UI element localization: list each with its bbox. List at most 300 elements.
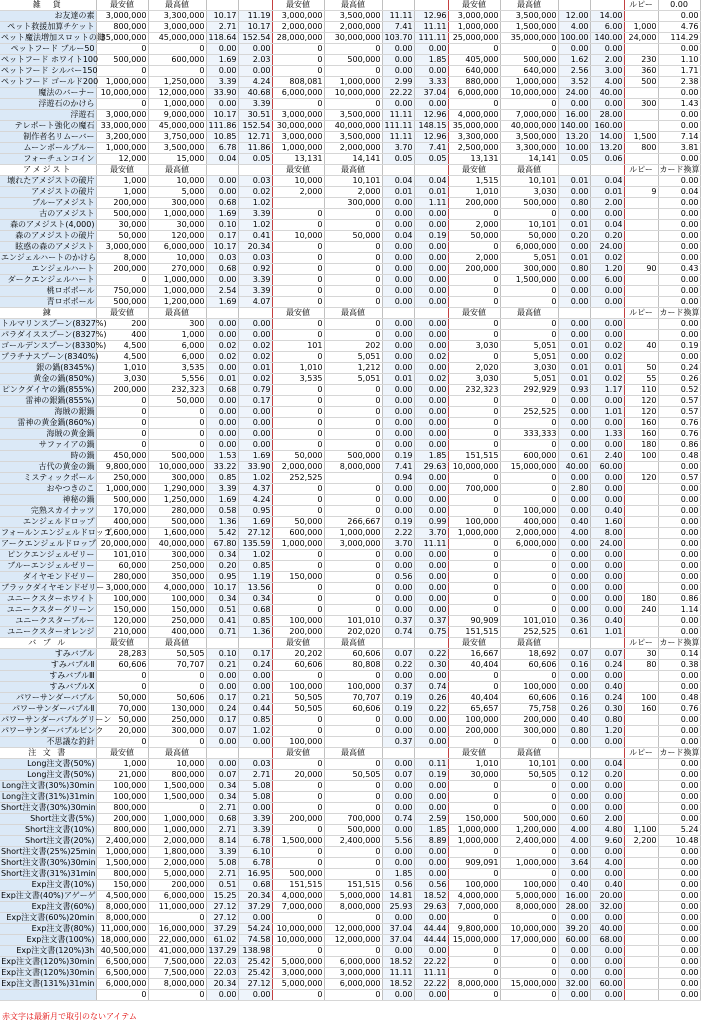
value-cell: 0 [324, 715, 382, 726]
table-row [0, 275, 700, 286]
table-row [0, 770, 700, 781]
value-cell: 111.11 [414, 33, 448, 44]
value-cell: 35,000,000 [448, 121, 500, 132]
value-cell: 0.00 [382, 396, 414, 407]
value-cell: 0.00 [590, 297, 624, 308]
value-cell: 0.00 [658, 891, 700, 902]
value-cell [624, 220, 658, 231]
value-cell: 0 [324, 396, 382, 407]
value-cell: 最安値 [448, 748, 500, 759]
value-cell: 2.56 [558, 66, 590, 77]
item-name-cell: 雑 貨 [0, 0, 96, 11]
value-cell: 3,500,000 [500, 11, 558, 22]
value-cell: 200,000 [448, 726, 500, 737]
value-cell: 0.86 [658, 594, 700, 605]
value-cell: 1.69 [238, 451, 272, 462]
value-cell: 138.98 [238, 946, 272, 957]
value-cell: 3,030 [500, 187, 558, 198]
value-cell: 2.71 [206, 803, 238, 814]
item-name-cell: Short注文書(10%) [0, 825, 96, 836]
value-cell: 0 [324, 418, 382, 429]
value-cell: 11.11 [414, 539, 448, 550]
value-cell [206, 308, 238, 319]
value-cell: 0.00 [414, 264, 448, 275]
value-cell: 0.00 [414, 484, 448, 495]
value-cell: 0.00 [206, 330, 238, 341]
item-name-cell: すみバブルⅩ [0, 682, 96, 693]
value-cell: 7,000,000 [500, 110, 558, 121]
value-cell: 0.00 [590, 473, 624, 484]
value-cell: 0 [324, 506, 382, 517]
item-name-cell: ピンクダイヤの鍋(855%) [1, 385, 95, 394]
value-cell: 100,000 [448, 715, 500, 726]
value-cell: 0 [448, 539, 500, 550]
value-cell: 1,000,000 [500, 858, 558, 869]
value-cell: 0.14 [658, 649, 700, 660]
value-cell: 1,250,000 [148, 77, 206, 88]
value-cell: 0.00 [558, 99, 590, 110]
value-cell: 50,000 [272, 517, 324, 528]
value-cell: 0.00 [658, 671, 700, 682]
value-cell: 0 [500, 319, 558, 330]
value-cell: 0.00 [558, 473, 590, 484]
value-cell: 16.00 [558, 891, 590, 902]
value-cell [238, 638, 272, 649]
value-cell: 0.17 [206, 693, 238, 704]
value-cell: カード換算 [659, 638, 700, 647]
value-cell: 22,000,000 [148, 935, 206, 946]
value-cell: 0.99 [414, 517, 448, 528]
table-row [0, 506, 700, 517]
table-row [0, 605, 700, 616]
value-cell: 0.00 [658, 616, 700, 627]
value-cell: 6,000 [148, 341, 206, 352]
value-cell: 0.00 [238, 429, 272, 440]
value-cell: 0.00 [658, 726, 700, 737]
value-cell: 0.22 [382, 660, 414, 671]
value-cell: 500,000 [96, 297, 148, 308]
value-cell: 7,500,000 [148, 957, 206, 968]
value-cell: 0 [324, 440, 382, 451]
value-cell: 13.56 [238, 583, 272, 594]
table-row [0, 143, 700, 154]
value-cell: 0.00 [382, 990, 414, 1001]
value-cell: 0 [500, 990, 558, 1001]
value-cell: 0.00 [590, 418, 624, 429]
value-cell: 0.00 [590, 572, 624, 583]
value-cell: 0 [448, 803, 500, 814]
value-cell: 0 [500, 418, 558, 429]
item-name-cell: エンジェルドロップ [0, 517, 96, 528]
value-cell: 0.24 [658, 363, 700, 374]
value-cell: 2,000,000 [500, 528, 558, 539]
value-cell: 250,000 [96, 473, 148, 484]
value-cell: 0.00 [414, 847, 448, 858]
value-cell: 0.80 [590, 715, 624, 726]
value-cell: 200,000 [96, 385, 148, 396]
value-cell: 5.08 [238, 792, 272, 803]
value-cell: 1,000,000 [448, 836, 500, 847]
value-cell: 0 [272, 418, 324, 429]
table-row [0, 561, 700, 572]
value-cell: 1.85 [382, 869, 414, 880]
value-cell: 12,000,000 [148, 88, 206, 99]
value-cell: 1,000 [96, 187, 148, 198]
item-name-cell: ダイヤモンドゼリー [0, 572, 96, 583]
table-row [0, 99, 700, 110]
value-cell: 0.56 [382, 880, 414, 891]
value-cell: 0 [448, 990, 500, 1001]
value-cell: 0.00 [382, 242, 414, 253]
table-row [0, 176, 700, 187]
value-cell: 0 [324, 99, 382, 110]
value-cell: 37.29 [238, 902, 272, 913]
value-cell: 9.60 [590, 836, 624, 847]
value-cell: 0 [324, 429, 382, 440]
value-cell: 0.00 [206, 66, 238, 77]
value-cell: 0.00 [558, 583, 590, 594]
value-cell [238, 748, 272, 759]
value-cell [624, 880, 658, 891]
value-cell: 4,500,000 [96, 891, 148, 902]
value-cell [382, 165, 414, 176]
value-cell: 2.71 [206, 869, 238, 880]
value-cell: 1.02 [238, 550, 272, 561]
value-cell [624, 88, 658, 99]
value-cell: 14.00 [590, 132, 624, 143]
value-cell: 最高値 [500, 638, 558, 649]
value-cell: 0.20 [206, 561, 238, 572]
value-cell: 10.17 [206, 242, 238, 253]
value-cell [624, 990, 658, 1001]
value-cell: 0.38 [658, 660, 700, 671]
value-cell: 0.00 [238, 913, 272, 924]
value-cell [624, 957, 658, 968]
value-cell: 0 [324, 583, 382, 594]
value-cell: 0.00 [206, 187, 238, 198]
value-cell: 0.00 [414, 66, 448, 77]
value-cell: 0.01 [558, 374, 590, 385]
value-cell: 0 [448, 847, 500, 858]
item-name-cell: 古のアメジスト [0, 209, 96, 220]
value-cell: 8.14 [206, 836, 238, 847]
value-cell: 180 [624, 440, 658, 451]
value-cell: 0.24 [590, 660, 624, 671]
value-cell: 1,500,000 [272, 836, 324, 847]
value-cell: 0.00 [658, 858, 700, 869]
value-cell: 1.85 [414, 825, 448, 836]
value-cell: 3,500,000 [324, 11, 382, 22]
value-cell: 10,101 [324, 176, 382, 187]
value-cell: 0.00 [590, 396, 624, 407]
value-cell: 0 [448, 594, 500, 605]
value-cell: 2,020 [448, 363, 500, 374]
value-cell: 0.22 [414, 649, 448, 660]
value-cell: 0.00 [558, 286, 590, 297]
value-cell: 1,000,000 [448, 22, 500, 33]
value-cell: 0.00 [658, 550, 700, 561]
value-cell: 0 [500, 605, 558, 616]
value-cell: 0.00 [414, 297, 448, 308]
value-cell: 0.00 [382, 913, 414, 924]
value-cell: 0.00 [414, 792, 448, 803]
value-cell: 12.96 [414, 132, 448, 143]
value-cell: 700,000 [448, 484, 500, 495]
value-cell: 0 [448, 330, 500, 341]
value-cell: 10,000 [272, 176, 324, 187]
value-cell: 0.00 [206, 737, 238, 748]
value-cell: 0.01 [558, 220, 590, 231]
value-cell [624, 484, 658, 495]
value-cell: 400,000 [148, 627, 206, 638]
value-cell: 0.05 [558, 154, 590, 165]
table-row [0, 781, 700, 792]
value-cell: 0 [272, 209, 324, 220]
value-cell: 100,000 [500, 506, 558, 517]
value-cell: 0.00 [238, 44, 272, 55]
value-cell: 0 [500, 847, 558, 858]
value-cell [624, 671, 658, 682]
value-cell: 0.00 [658, 209, 700, 220]
value-cell: 1.43 [658, 99, 700, 110]
value-cell: 0 [448, 957, 500, 968]
value-cell: 3,000,000 [272, 110, 324, 121]
value-cell: 148.15 [414, 121, 448, 132]
value-cell: 0.00 [658, 495, 700, 506]
value-cell: 0.00 [382, 330, 414, 341]
value-cell [382, 638, 414, 649]
value-cell: 0 [500, 781, 558, 792]
value-cell: 0.00 [414, 781, 448, 792]
value-cell: 2.38 [658, 77, 700, 88]
table-row [0, 616, 700, 627]
value-cell: 3,000,000 [96, 110, 148, 121]
value-cell: 0.00 [558, 44, 590, 55]
value-cell: 0.74 [414, 682, 448, 693]
value-cell: 1,000 [624, 22, 658, 33]
value-cell [624, 924, 658, 935]
item-name-cell: ペット魔法増加スロットの鍵 [1, 33, 105, 42]
value-cell: 0.00 [658, 913, 700, 924]
item-name-cell: トルマリンスプーン(8327%) [1, 319, 107, 328]
value-cell: 1.71 [658, 66, 700, 77]
value-cell: 0.00 [382, 297, 414, 308]
value-cell: 0.00 [238, 440, 272, 451]
value-cell: 0.37 [382, 737, 414, 748]
value-cell: 0.00 [590, 847, 624, 858]
value-cell: 1,000,000 [272, 143, 324, 154]
value-cell: 0.00 [238, 990, 272, 1001]
value-cell: 61.02 [206, 935, 238, 946]
value-cell: 0.00 [558, 946, 590, 957]
item-name-cell: 桃ロボポール [0, 286, 96, 297]
value-cell: 0.00 [414, 946, 448, 957]
value-cell: 1,000 [96, 176, 148, 187]
value-cell: 137.29 [206, 946, 238, 957]
value-cell: 0.52 [658, 385, 700, 396]
value-cell: 0.00 [590, 550, 624, 561]
value-cell: 1,000,000 [448, 528, 500, 539]
value-cell: 33.90 [238, 462, 272, 473]
item-name-cell: 青ロボポール [0, 297, 96, 308]
value-cell: 100,000 [272, 737, 324, 748]
value-cell: 50,505 [272, 693, 324, 704]
value-cell: 7,000,000 [272, 902, 324, 913]
value-cell: 最高値 [500, 0, 558, 11]
value-cell: 11.11 [382, 110, 414, 121]
value-cell: 151,515 [272, 880, 324, 891]
value-cell: 0.00 [658, 902, 700, 913]
value-cell: 100,000 [500, 682, 558, 693]
value-cell [624, 858, 658, 869]
value-cell: 0.00 [558, 913, 590, 924]
value-cell: 1,000,000 [448, 825, 500, 836]
value-cell: 0.02 [238, 187, 272, 198]
value-cell: 0.76 [658, 704, 700, 715]
value-cell: 1,500,000 [148, 781, 206, 792]
value-cell: 0.00 [414, 319, 448, 330]
value-cell: 0.00 [658, 539, 700, 550]
value-cell: 120 [624, 396, 658, 407]
value-cell: 3.39 [206, 847, 238, 858]
value-cell: 0.04 [206, 154, 238, 165]
value-cell: 3,535 [148, 363, 206, 374]
value-cell: 0.00 [658, 572, 700, 583]
value-cell: 0.00 [238, 671, 272, 682]
value-cell: 0.03 [238, 253, 272, 264]
value-cell: 10,000 [148, 759, 206, 770]
value-cell: 0 [272, 858, 324, 869]
value-cell [624, 550, 658, 561]
value-cell: 7.14 [658, 132, 700, 143]
value-cell: 0.40 [558, 517, 590, 528]
value-cell: 0 [500, 561, 558, 572]
value-cell: 10,000,000 [500, 924, 558, 935]
value-cell: 22.03 [206, 968, 238, 979]
value-cell: 200,000 [96, 264, 148, 275]
value-cell: 27.12 [206, 913, 238, 924]
table-row [0, 594, 700, 605]
value-cell: 0.00 [206, 99, 238, 110]
value-cell: 0.34 [206, 550, 238, 561]
value-cell: 0.00 [658, 0, 700, 11]
value-cell: 20,000 [96, 726, 148, 737]
value-cell: 50,505 [148, 649, 206, 660]
item-name-cell: すみバブルⅢ [0, 671, 96, 682]
value-cell: 1.69 [206, 495, 238, 506]
value-cell [624, 231, 658, 242]
value-cell: 0 [324, 759, 382, 770]
value-cell: 0.00 [382, 352, 414, 363]
value-cell: 2.71 [206, 22, 238, 33]
value-cell: 最高値 [148, 308, 206, 319]
value-cell: 0.00 [658, 198, 700, 209]
value-cell: 0.00 [382, 561, 414, 572]
value-cell: 15,000 [148, 154, 206, 165]
value-cell: 最高値 [324, 0, 382, 11]
value-cell: 0.44 [238, 704, 272, 715]
item-name-cell: 浮遊石のかけら [0, 99, 96, 110]
item-name-cell: Long注文書(30%)30min [1, 781, 95, 790]
value-cell: 0.00 [558, 671, 590, 682]
value-cell: 0.21 [206, 660, 238, 671]
value-cell: 0.00 [658, 737, 700, 748]
value-cell: 2,000,000 [272, 462, 324, 473]
value-cell: 25.42 [238, 968, 272, 979]
value-cell: 0 [500, 946, 558, 957]
value-cell: 0.01 [558, 253, 590, 264]
value-cell: 0.00 [558, 594, 590, 605]
value-cell: 0 [272, 275, 324, 286]
value-cell: 0.68 [238, 605, 272, 616]
value-cell: 0.00 [414, 385, 448, 396]
value-cell: 0.80 [558, 198, 590, 209]
value-cell: 100.00 [558, 33, 590, 44]
value-cell: 0 [448, 506, 500, 517]
value-cell: 10.48 [658, 836, 700, 847]
value-cell: 27.12 [238, 979, 272, 990]
value-cell: 10,000 [148, 253, 206, 264]
value-cell: 1.36 [238, 627, 272, 638]
value-cell: 最安値 [96, 638, 148, 649]
value-cell: 0 [324, 286, 382, 297]
value-cell: 0.34 [206, 594, 238, 605]
item-name-cell: Exp注文書(120%)30min [1, 957, 95, 966]
value-cell: 0.00 [590, 671, 624, 682]
value-cell: 0 [324, 561, 382, 572]
value-cell: 15,000,000 [500, 979, 558, 990]
value-cell: 111.86 [206, 121, 238, 132]
value-cell: 3,000,000 [148, 22, 206, 33]
item-name-cell: ブルーエンジェルゼリー [0, 561, 96, 572]
value-cell: 150,000 [272, 572, 324, 583]
table-row [0, 814, 700, 825]
value-cell: 500,000 [324, 825, 382, 836]
item-name-cell: パワーサンダーバブルピンク [1, 726, 104, 735]
table-row [0, 924, 700, 935]
value-cell: 180 [624, 594, 658, 605]
value-cell: 0.00 [558, 429, 590, 440]
value-cell: 3.39 [238, 814, 272, 825]
value-cell: 30,000 [148, 220, 206, 231]
value-cell: 2,000 [448, 220, 500, 231]
value-cell: 0.00 [590, 330, 624, 341]
value-cell: 50,505 [500, 770, 558, 781]
table-row [0, 649, 700, 660]
value-cell: 3,500,000 [324, 132, 382, 143]
value-cell [238, 165, 272, 176]
value-cell: 0.00 [558, 737, 590, 748]
value-cell: 0 [448, 946, 500, 957]
item-name-cell: ブルーアメジスト [0, 198, 96, 209]
value-cell [624, 462, 658, 473]
value-cell: 0.00 [238, 682, 272, 693]
value-cell: 3.81 [658, 143, 700, 154]
value-cell: 5,051 [324, 374, 382, 385]
value-cell: 5,000,000 [324, 891, 382, 902]
value-cell: 0 [324, 407, 382, 418]
value-cell: 1,000,000 [272, 539, 324, 550]
table-row [0, 473, 700, 484]
value-cell: 10,000,000 [500, 88, 558, 99]
value-cell: 0 [500, 803, 558, 814]
value-cell: 0.00 [206, 319, 238, 330]
value-cell: 0.00 [382, 418, 414, 429]
value-cell: 0.22 [414, 704, 448, 715]
value-cell: 500,000 [148, 517, 206, 528]
value-cell: 0.16 [558, 660, 590, 671]
value-cell: 400,000 [96, 517, 148, 528]
